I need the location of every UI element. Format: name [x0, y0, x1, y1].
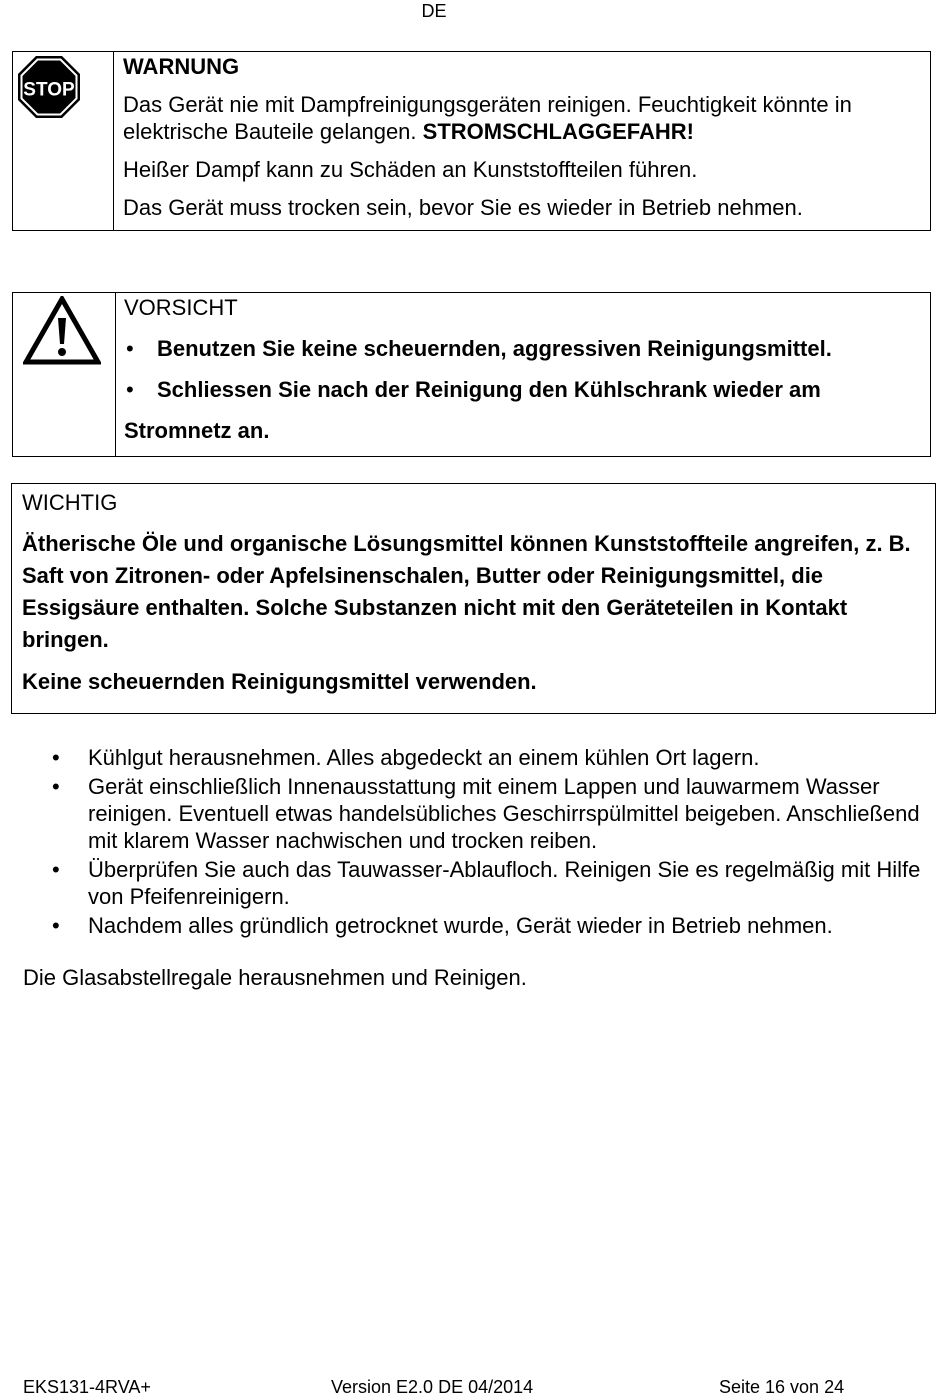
caution-bullet-2	[124, 376, 922, 403]
caution-bullet-1	[124, 335, 922, 362]
caution-content	[124, 294, 922, 444]
warning-line-1	[123, 91, 922, 145]
warning-title: WARNUNG	[123, 54, 240, 79]
bullet-icon: •	[52, 774, 60, 799]
warning-content	[123, 53, 922, 232]
warning-shock-hazard: STROMSCHLAGGEFAHR!	[422, 119, 694, 144]
list-item	[52, 856, 932, 910]
list-item	[52, 744, 932, 771]
shelves-instruction: Die Glasabstellregale herausnehmen und Reinigen.	[23, 965, 527, 990]
important-title: WICHTIG	[22, 490, 118, 515]
list-item-text: Kühlgut herausnehmen. Alles abgedeckt an einem kühlen Ort lagern.	[88, 745, 760, 770]
caution-bullet-1-text: Benutzen Sie keine scheuernden, aggressiven Reinigungsmittel.	[157, 336, 832, 361]
warning-line-2: Heißer Dampf kann zu Schäden an Kunststoffteilen führen.	[123, 157, 698, 182]
important-paragraph-1: Ätherische Öle und organische Lösungsmittel können Kunststoffteile angreifen, z. B. Saft von Zitronen- oder Apfelsinenschalen, Butter oder Reinigungsmittel, die Essigsäure enthalten. Solche Substanzen nicht mit den Geräteteilen in Kontakt bringen.	[22, 531, 911, 652]
cleaning-steps-list	[52, 744, 932, 941]
caution-bullet-2-continuation: Stromnetz an.	[124, 418, 270, 443]
bullet-icon: •	[52, 745, 60, 770]
warning-box	[12, 51, 931, 231]
list-item	[52, 773, 932, 854]
footer-version: Version E2.0 DE 04/2014	[331, 1377, 534, 1397]
bullet-icon: •	[126, 336, 134, 361]
page-header-language: DE	[421, 1, 447, 21]
caution-icon-cell	[13, 293, 116, 456]
caution-box	[12, 292, 931, 457]
footer-page-number: Seite 16 von 24	[719, 1377, 845, 1397]
important-box	[11, 483, 936, 714]
stop-sign-text: STOP	[23, 79, 75, 101]
bullet-icon: •	[126, 377, 134, 402]
footer-model: EKS131-4RVA+	[23, 1377, 151, 1397]
list-item-text: Überprüfen Sie auch das Tauwasser-Ablaufloch. Reinigen Sie es regelmäßig mit Hilfe von Pfeifenreinigern.	[88, 857, 921, 909]
list-item-text: Gerät einschließlich Innenausstattung mit einem Lappen und lauwarmem Wasser reinigen. Eventuell etwas handelsübliches Geschirrspülmittel beigeben. Anschließend mit klarem Wasser nachwischen und trocken reiben.	[88, 774, 920, 853]
list-item-text: Nachdem alles gründlich getrocknet wurde, Gerät wieder in Betrieb nehmen.	[88, 913, 833, 938]
bullet-icon: •	[52, 913, 60, 938]
warning-triangle-icon	[23, 296, 101, 366]
caution-title: VORSICHT	[124, 295, 238, 320]
stop-sign-icon	[17, 55, 81, 119]
important-paragraph-2: Keine scheuernden Reinigungsmittel verwenden.	[22, 669, 537, 694]
warning-line-3: Das Gerät muss trocken sein, bevor Sie es wieder in Betrieb nehmen.	[123, 195, 803, 220]
important-content	[22, 487, 927, 708]
warning-icon-cell	[13, 52, 114, 230]
list-item	[52, 912, 932, 939]
bullet-icon: •	[52, 857, 60, 882]
caution-bullet-2-text: Schliessen Sie nach der Reinigung den Kühlschrank wieder am	[157, 377, 821, 402]
warning-line-1-text: Das Gerät nie mit Dampfreinigungsgeräten reinigen. Feuchtigkeit könnte in elektrische Bauteile gelangen.	[123, 92, 852, 144]
